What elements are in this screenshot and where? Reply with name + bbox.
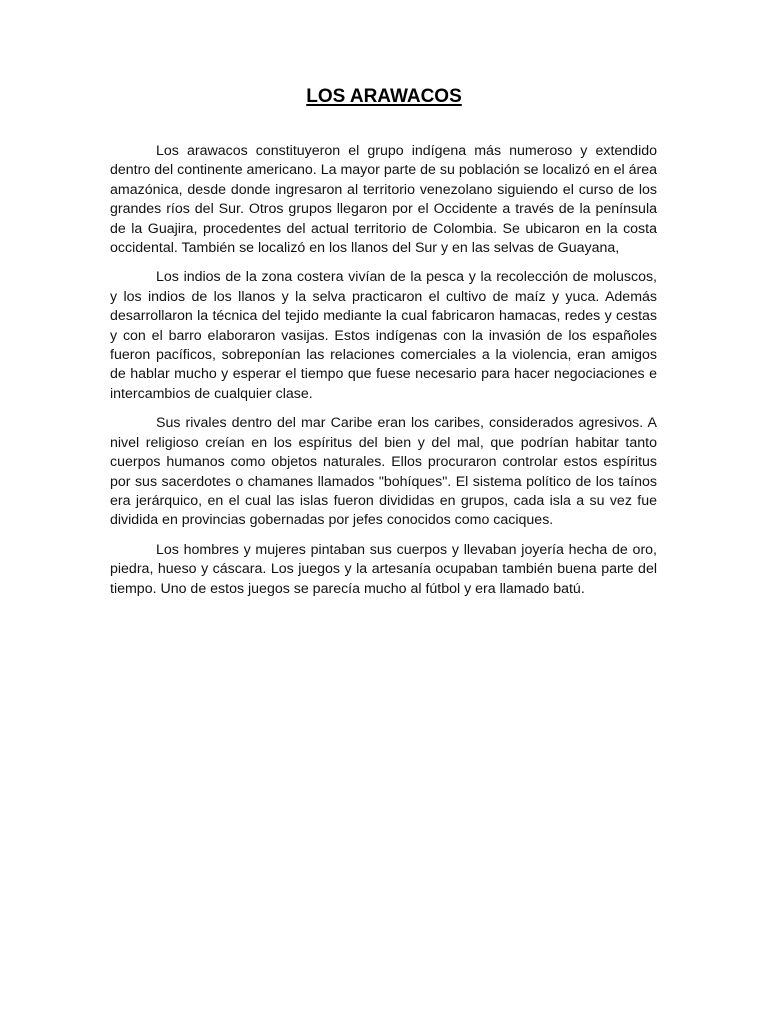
paragraph-4: Los hombres y mujeres pintaban sus cuerpos y llevaban joyería hecha de oro, piedra, hueso y cáscara. Los juegos y la artesanía ocupaban también buena parte del tiempo. Uno de estos juegos se parecía mucho al fútbol y era llamado batú. bbox=[110, 541, 657, 597]
document-title: LOS ARAWACOS bbox=[306, 86, 462, 107]
document-body bbox=[110, 142, 657, 609]
paragraph-3: Sus rivales dentro del mar Caribe eran los caribes, considerados agresivos. A nivel religioso creían en los espíritus del bien y del mal, que podrían habitar tanto cuerpos humanos como objetos naturales. Ellos procuraron controlar estos espíritus por sus sacerdotes o chamanes llamados "bohíques". El sistema político de los taínos era jerárquico, en el cual las islas fueron divididas en grupos, cada isla a su vez fue dividida en provincias gobernadas por jefes conocidos como caciques. bbox=[110, 415, 657, 529]
paragraph-1: Los arawacos constituyeron el grupo indígena más numeroso y extendido dentro del continente americano. La mayor parte de su población se localizó en el área amazónica, desde donde ingresaron al territorio venezolano siguiendo el curso de los grandes ríos del Sur. Otros grupos llegaron por el Occidente a través de la península de la Guajira, procedentes del actual territorio de Colombia. Se ubicaron en la costa occidental. También se localizó en los llanos del Sur y en las selvas de Guayana, bbox=[110, 143, 657, 257]
paragraph-2: Los indios de la zona costera vivían de la pesca y la recolección de moluscos, y los indios de los llanos y la selva practicaron el cultivo de maíz y yuca. Además desarrollaron la técnica del tejido mediante la cual fabricaron hamacas, redes y cestas y con el barro elaboraron vasijas. Estos indígenas con la invasión de los españoles fueron pacíficos, sobreponían las relaciones comerciales a la violencia, eran amigos de hablar mucho y esperar el tiempo que fuese necesario para hacer negociaciones e intercambios de cualquier clase. bbox=[110, 269, 657, 402]
